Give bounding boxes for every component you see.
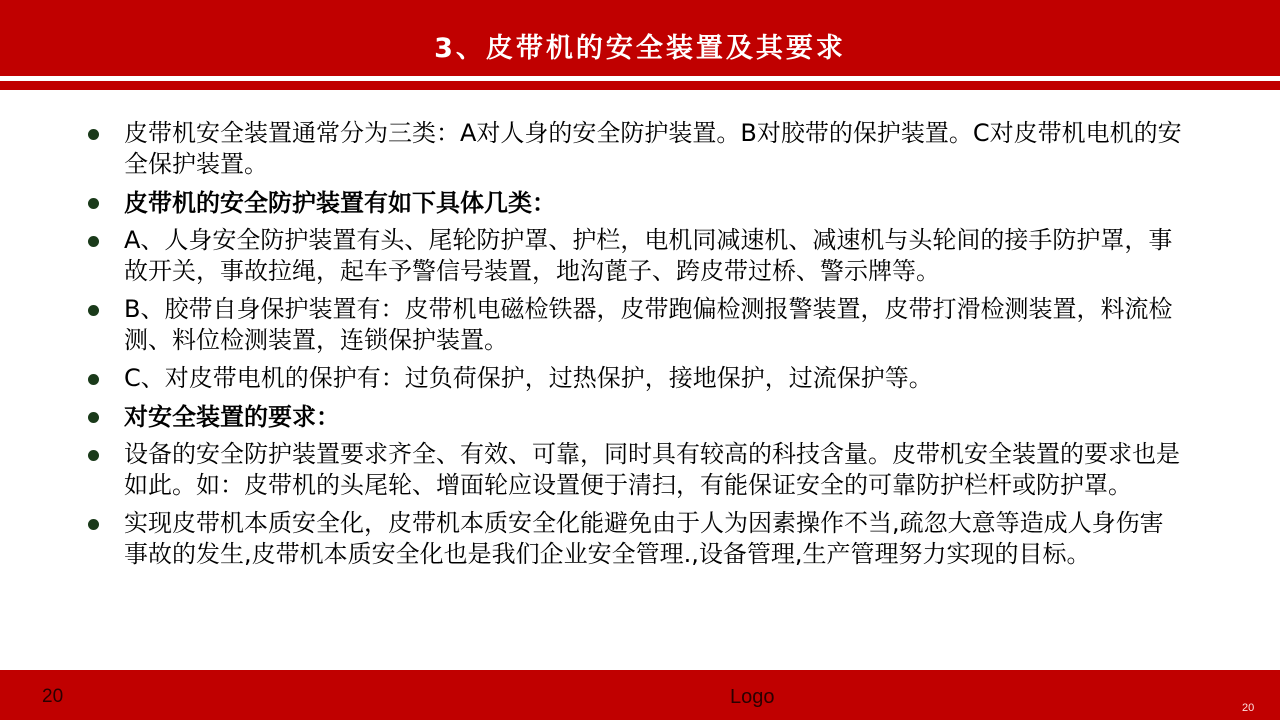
bullet-dot-icon xyxy=(88,305,99,316)
bullet-dot-icon xyxy=(88,198,99,209)
bullet-text: 实现皮带机本质安全化，皮带机本质安全化能避免由于人为因素操作不当,疏忽大意等造成人身伤害事故的发生,皮带机本质安全化也是我们企业安全管理.,设备管理,生产管理努力实现的目标。 xyxy=(124,509,1164,568)
footer-left-number: 20 xyxy=(42,686,64,707)
bullet-list xyxy=(84,118,1184,577)
bullet-item-intrinsic-safety xyxy=(84,508,1184,570)
bullet-dot-icon xyxy=(88,519,99,530)
bullet-dot-icon xyxy=(88,236,99,247)
bullet-item-personal-protection xyxy=(84,225,1184,287)
bullet-item-device-requirements xyxy=(84,439,1184,501)
bullet-text: 皮带机的安全防护装置有如下具体几类： xyxy=(124,188,556,217)
footer-band xyxy=(0,670,1280,720)
bullet-dot-icon xyxy=(88,374,99,385)
bullet-text: B、胶带自身保护装置有：皮带机电磁检铁器，皮带跑偏检测报警装置，皮带打滑检测装置，料流检测、料位检测装置，连锁保护装置。 xyxy=(124,295,1173,354)
bullet-dot-icon xyxy=(88,129,99,140)
bullet-dot-icon xyxy=(88,450,99,461)
bullet-text: 皮带机安全装置通常分为三类：A对人身的安全防护装置。B对胶带的保护装置。C对皮带机电机的安全保护装置。 xyxy=(124,119,1182,178)
bullet-item-belt-protection xyxy=(84,294,1184,356)
bullet-item-device-categories xyxy=(84,118,1184,180)
bullet-dot-icon xyxy=(88,412,99,423)
bullet-text: 对安全装置的要求： xyxy=(124,402,340,431)
slide-title: 3、皮带机的安全装置及其要求 xyxy=(434,32,846,64)
bullet-text: 设备的安全防护装置要求齐全、有效、可靠，同时具有较高的科技含量。皮带机安全装置的要求也是如此。如：皮带机的头尾轮、增面轮应设置便于清扫，有能保证安全的可靠防护栏杆或防护罩。 xyxy=(124,440,1180,499)
bullet-item-requirements-heading xyxy=(84,401,1184,432)
bullet-item-protection-heading xyxy=(84,187,1184,218)
footer-logo-text: Logo xyxy=(730,686,775,708)
bullet-text: C、对皮带电机的保护有：过负荷保护，过热保护，接地保护，过流保护等。 xyxy=(124,364,933,392)
page-number: 20 xyxy=(1242,702,1255,714)
bullet-text: A、人身安全防护装置有头、尾轮防护罩、护栏，电机同减速机、减速机与头轮间的接手防护罩，事故开关，事故拉绳，起车予警信号装置，地沟蓖子、跨皮带过桥、警示牌等。 xyxy=(124,226,1173,285)
bullet-item-motor-protection xyxy=(84,363,1184,394)
